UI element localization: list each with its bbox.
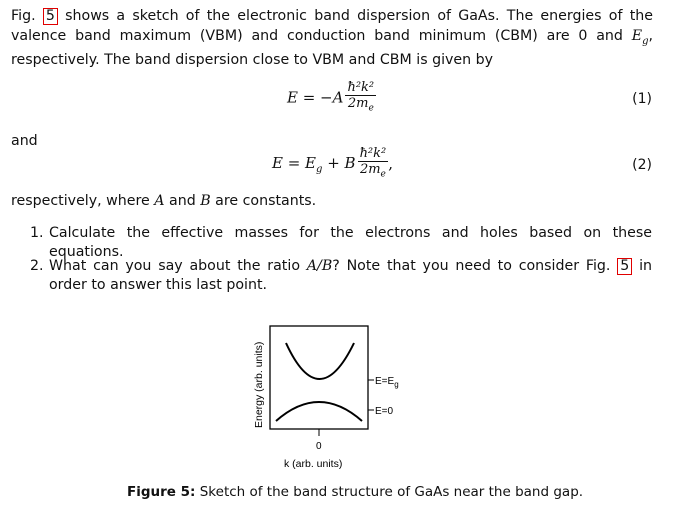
question-1: 1. Calculate the effective masses for the electrons and holes based on these equations. <box>30 225 652 260</box>
e0-level-label: E=0 <box>375 406 394 417</box>
equation-1-number: (1) <box>632 91 652 107</box>
eg-level-label: $E=E_g$ <box>375 376 399 389</box>
question-2: 2. What can you say about the ratio A/B? Note that you need to consider Fig. 5 in order to answer this last point. <box>30 258 653 293</box>
constants-sentence: respectively, where A and B are constants. <box>11 193 317 209</box>
x-tick-label: 0 <box>316 441 322 452</box>
equation-1: E = −A $\frac{\text{ħ²k²}}{2m_e}$ <box>287 80 375 114</box>
eg-symbol: $E_g$ <box>631 27 649 47</box>
figure-ref-link[interactable]: 5 <box>43 8 58 25</box>
equation-2: $E = E_g + B$ $\frac{\text{ħ²k²}}{2m_e}$ , <box>272 146 394 180</box>
conduction-band-curve <box>286 343 354 379</box>
and-text: and <box>11 133 38 149</box>
x-axis-label: k (arb. units) <box>284 458 343 470</box>
figure-ref-link[interactable]: 5 <box>617 258 632 275</box>
figure-caption: Figure 5: Sketch of the band structure of GaAs near the band gap. <box>127 484 584 500</box>
y-axis-label: Energy (arb. units) <box>253 341 265 428</box>
intro-paragraph: Fig. 5 shows a sketch of the electronic band dispersion of GaAs. The energies of the valence band maximum (VBM) and conduction band minimum (CBM) are 0 and $E_g$, respectively. The band dispersion close to VBM and CBM is given by <box>11 8 653 68</box>
equation-2-number: (2) <box>632 157 652 173</box>
valence-band-curve <box>276 402 362 421</box>
